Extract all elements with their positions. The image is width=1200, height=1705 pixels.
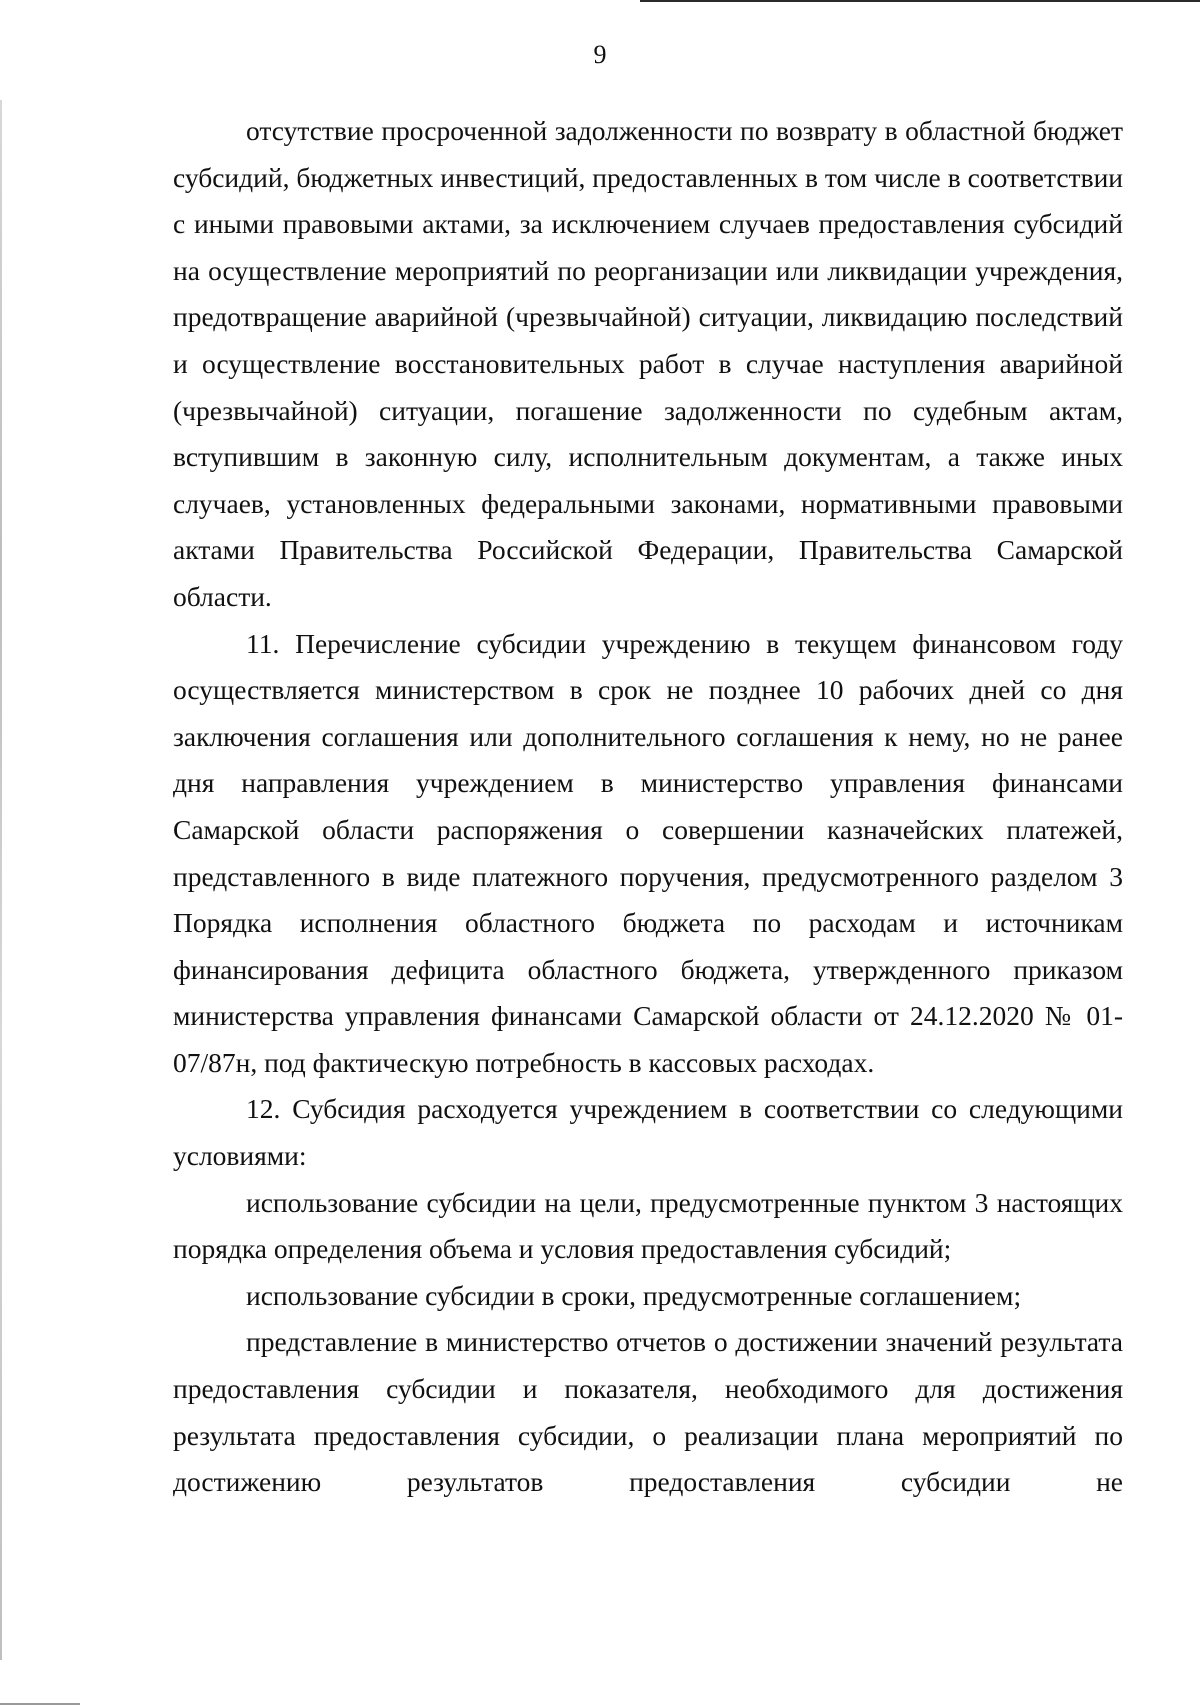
- paragraph-item-12: 12. Субсидия расходуется учреждением в соответствии со следующими условиями:: [173, 1093, 1123, 1172]
- paragraph-condition-terms: использование субсидии в сроки, предусмотренные соглашением;: [246, 1279, 1022, 1311]
- paragraph-condition-purpose: использование субсидии на цели, предусмотренные пунктом 3 настоящих порядка определения объема и условия предоставления субсидий;: [173, 1186, 1123, 1265]
- page-number: 9: [593, 40, 607, 69]
- scan-edge-left: [0, 100, 2, 1660]
- paragraph-debt-condition: отсутствие просроченной задолженности по возврату в областной бюджет субсидий, бюджетных инвестиций, предоставленных в том числе в соответствии с иными правовыми актами, за исключением случаев предоставления субсидий на осуществление мероприятий по реорганизации или ликвидации учреждения, предотвращение аварийной (чрезвычайной) ситуации, ликвидацию последствий и осуществление восстановительных работ в случае наступления аварийной (чрезвычайной) ситуации, погашение задолженности по судебным актам, вступившим в законную силу, исполнительным документам, а также иных случаев, установленных федеральными законами, нормативными правовыми актами Правительства Российской Федерации, Правительства Самарской области.: [173, 115, 1123, 612]
- paragraph-condition-reports: представление в министерство отчетов о достижении значений результата предоставления субсидии и показателя, необходимого для достижения результата предоставления субсидии, о реализации плана мероприятий по достижению результатов предоставления субсидии не: [173, 1326, 1123, 1498]
- scan-edge-top: [640, 0, 1200, 2]
- document-body: [173, 108, 1123, 1506]
- paragraph-item-11: 11. Перечисление субсидии учреждению в текущем финансовом году осуществляется министерством в срок не позднее 10 рабочих дней со дня заключения соглашения или дополнительного соглашения к нему, но не ранее дня направления учреждением в министерство управления финансами Самарской области распоряжения о совершении казначейских платежей, представленного в виде платежного поручения, предусмотренного разделом 3 Порядка исполнения областного бюджета по расходам и источникам финансирования дефицита областного бюджета, утвержденного приказом министерства управления финансами Самарской области от 24.12.2020 № 01-07/87н, под фактическую потребность в кассовых расходах.: [173, 627, 1123, 1078]
